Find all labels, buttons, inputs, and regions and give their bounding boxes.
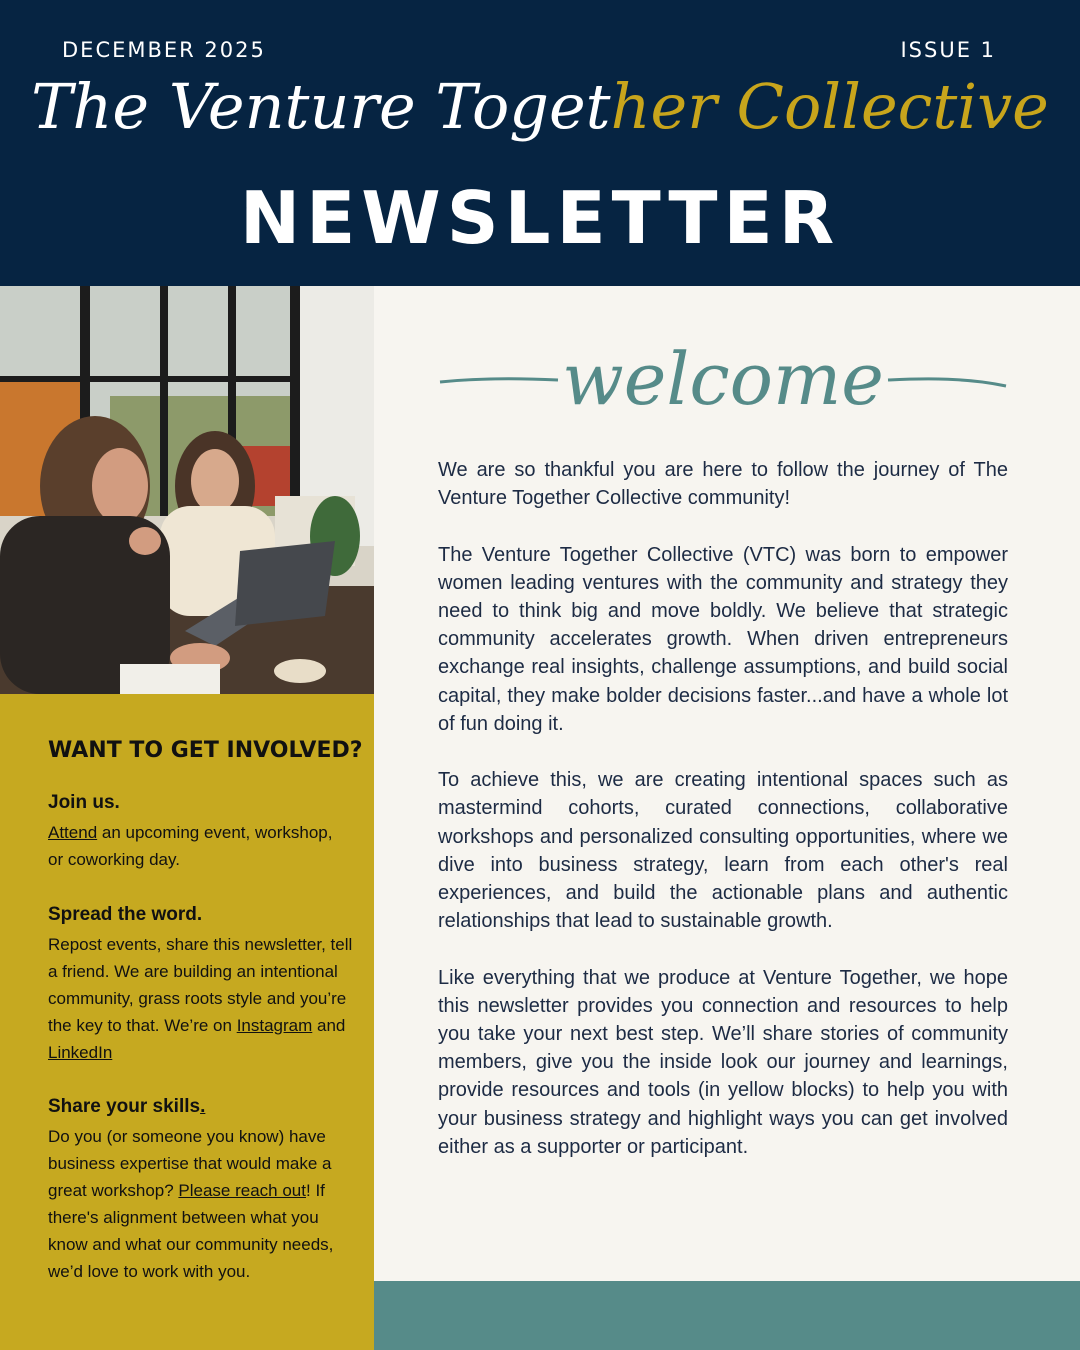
share-skills-closing: ! If there's alignment between what you know and what our community needs, we’d love to work with you.: [48, 1181, 334, 1281]
share-skills-title-dot: .: [200, 1096, 206, 1117]
welcome-paragraph: The Venture Together Collective (VTC) was born to empower women leading ventures with the community and strategy they need to think big and move boldly. We believe that strategic community accelerates growth. When driven entrepreneurs exchange real insights, challenge assumptions, and build social capital, they make bolder decisions faster...and have a whole lot of fun doing it.: [438, 543, 1008, 735]
spread-word-block: [48, 902, 354, 1066]
share-skills-title-text: Share your skills: [48, 1096, 201, 1117]
join-us-description: an upcoming event, workshop, or coworking day.: [48, 823, 333, 869]
join-us-title: Join us.: [48, 792, 120, 813]
share-skills-text: [48, 1123, 348, 1285]
linkedin-link[interactable]: LinkedIn: [48, 1043, 113, 1062]
collective-script-title: [0, 70, 1080, 143]
welcome-script-heading: [438, 334, 1008, 424]
script-title-white: The Venture Toget: [31, 70, 611, 143]
newsletter-title: NEWSLETTER: [239, 176, 841, 260]
get-involved-heading: WANT TO GET INVOLVED?: [48, 738, 363, 763]
issue-date: DECEMBER 2025: [62, 38, 266, 62]
spread-word-title: Spread the word.: [48, 904, 203, 925]
issue-number: ISSUE 1: [900, 38, 996, 62]
welcome-section: [374, 286, 1080, 1281]
join-us-text: [48, 819, 348, 873]
spread-word-text: [48, 931, 354, 1066]
get-involved-panel: [0, 694, 374, 1350]
reach-out-link[interactable]: Please reach out: [178, 1181, 306, 1200]
join-us-block: [48, 790, 348, 873]
script-title-gold: her Collective: [610, 70, 1049, 143]
welcome-paragraph: To achieve this, we are creating intentional spaces such as mastermind cohorts, curated connections, collaborative workshops and personalized consulting opportunities, where we dive into business strategy, learn from each other's real experiences, and build the actionable plans and authentic relationships that lead to sustainable growth.: [438, 769, 1008, 933]
welcome-paragraph: Like everything that we produce at Venture Together, we hope this newsletter provides you connection and resources to help you take your next best step. We’ll share stories of community members, give you the inside look our journey and learnings, provide resources and tools (in yellow blocks) to help you with your business strategy and highlight ways you can get involved either as a supporter or participant.: [438, 966, 1008, 1158]
footer-bar: [374, 1281, 1080, 1350]
spread-word-description: Repost events, share this newsletter, tell a friend. We are building an intentional community, grass roots style and you’re the key to that. We’re on: [48, 935, 353, 1035]
share-skills-description: Do you (or someone you know) have business expertise that would make a great workshop?: [48, 1127, 332, 1200]
attend-link[interactable]: Attend: [48, 823, 98, 842]
welcome-word: welcome: [562, 337, 884, 421]
share-skills-block: [48, 1094, 348, 1285]
photo-illustration: [0, 286, 374, 694]
share-skills-title: [48, 1094, 348, 1120]
spread-word-and: and: [312, 1016, 346, 1035]
instagram-link[interactable]: Instagram: [236, 1016, 313, 1035]
welcome-body: [438, 456, 1008, 1189]
header-banner: [0, 0, 1080, 286]
welcome-paragraph: We are so thankful you are here to follow the journey of The Venture Together Collective community!: [438, 459, 1008, 510]
founders-photo: [0, 286, 374, 694]
